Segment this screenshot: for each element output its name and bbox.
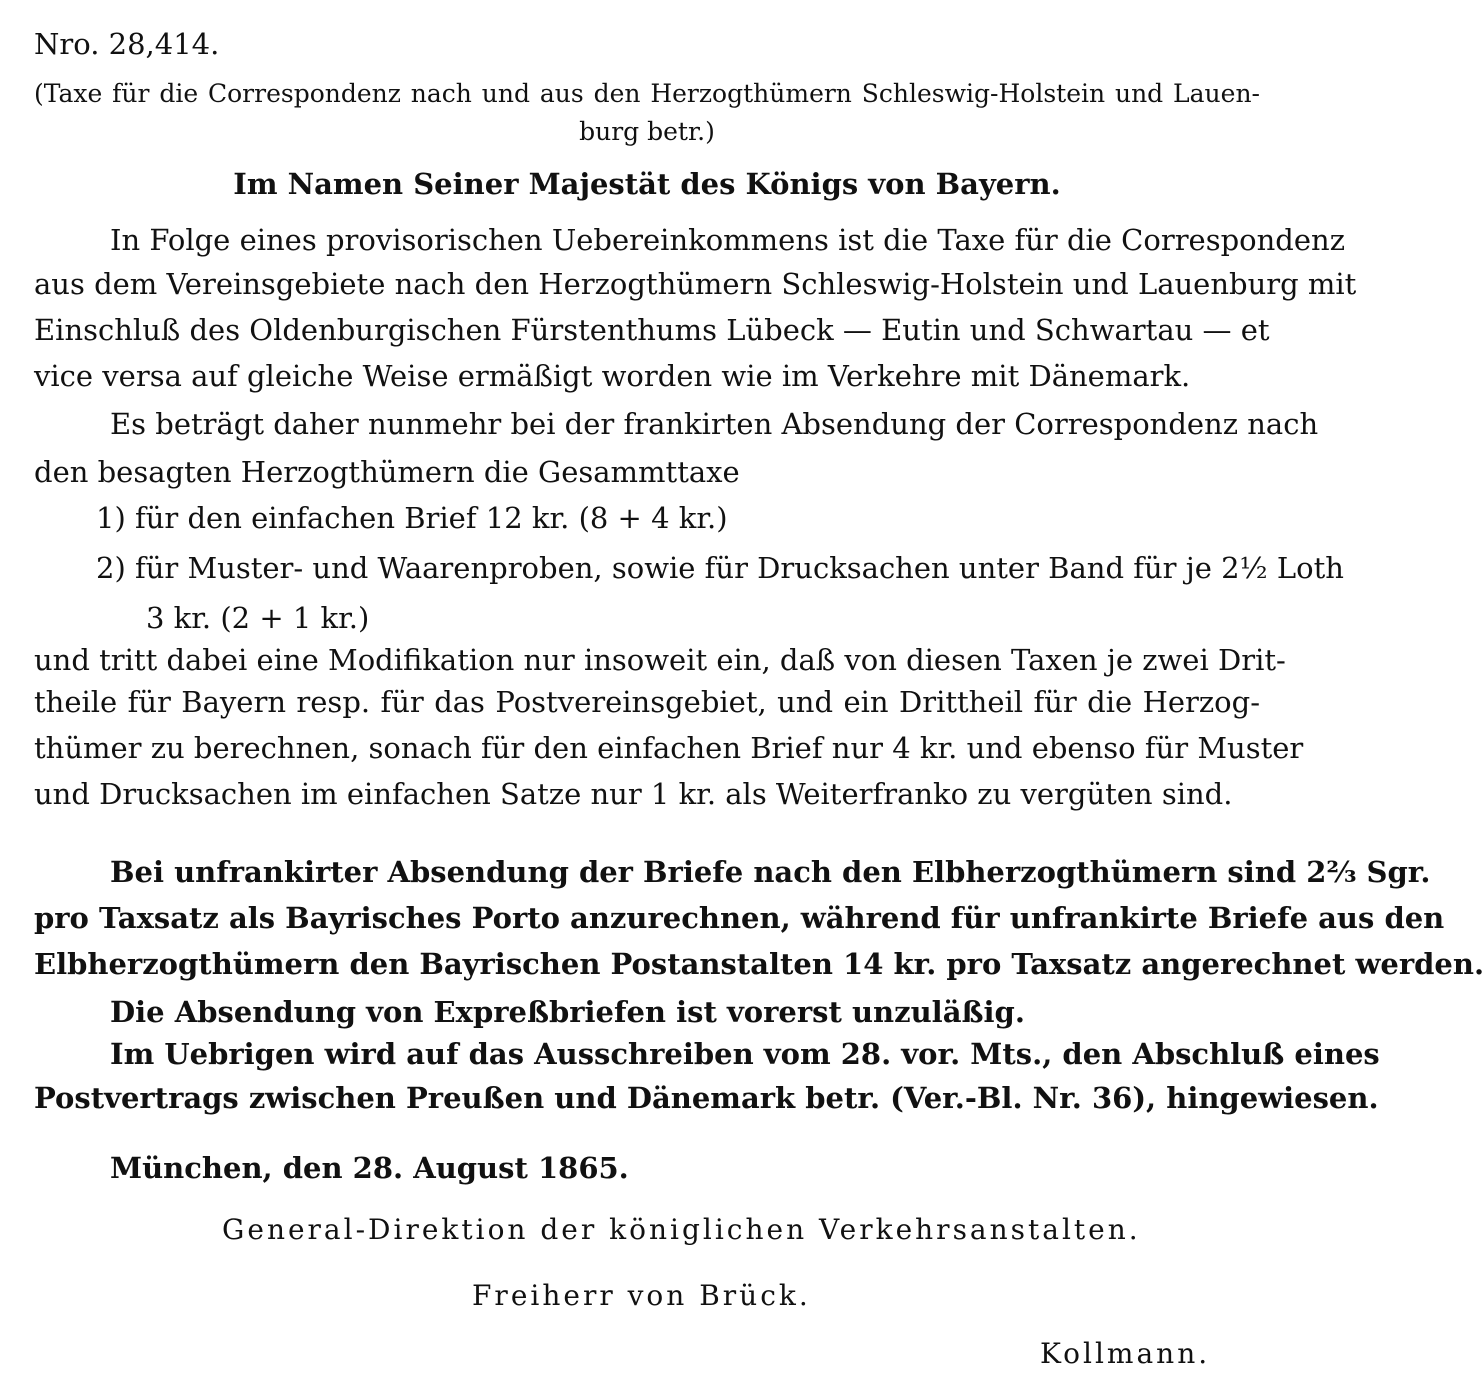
para3-line: thümer zu berechnen, sonach für den einfachen Brief nur 4 kr. und ebenso für Muster — [34, 731, 1304, 765]
para1-line: vice versa auf gleiche Weise ermäßigt worden wie im Verkehre mit Dänemark. — [34, 359, 1191, 393]
document-number: Nro. 28,414. — [34, 27, 220, 61]
list-item: 2) für Muster- und Waarenproben, sowie für Drucksachen unter Band für je 2½ Loth — [96, 551, 1344, 585]
signatory-1: Freiherr von Brück. — [472, 1279, 811, 1312]
para6-line: Postvertrags zwischen Preußen und Dänemark betr. (Ver.-Bl. Nr. 36), hingewiesen. — [34, 1081, 1379, 1115]
para1-line: Einschluß des Oldenburgischen Fürstenthums Lübeck — Eutin und Schwartau — et — [34, 313, 1270, 347]
date-line: München, den 28. August 1865. — [110, 1151, 629, 1185]
signatory-2: Kollmann. — [1040, 1337, 1211, 1370]
subject-line-2: burg betr.) — [579, 117, 715, 146]
heading: Im Namen Seiner Majestät des Königs von Bayern. — [233, 167, 1061, 201]
para3-line: und Drucksachen im einfachen Satze nur 1 kr. als Weiterfranko zu vergüten sind. — [34, 777, 1233, 811]
para1-line: aus dem Vereinsgebiete nach den Herzogthümern Schleswig-Holstein und Lauenburg mit — [34, 267, 1357, 301]
list-item-continuation: 3 kr. (2 + 1 kr.) — [146, 601, 370, 635]
para4-line: Elbherzogthümern den Bayrischen Postanstalten 14 kr. pro Taxsatz angerechnet werden. — [34, 947, 1484, 981]
para1-line: In Folge eines provisorischen Uebereinkommens ist die Taxe für die Correspondenz — [110, 223, 1345, 257]
para5-line: Die Absendung von Expreßbriefen ist vorerst unzuläßig. — [110, 995, 1025, 1029]
para3-line: und tritt dabei eine Modifikation nur insoweit ein, daß von diesen Taxen je zwei Drit- — [34, 643, 1286, 677]
para4-line: Bei unfrankirter Absendung der Briefe nach den Elbherzogthümern sind 2⅔ Sgr. — [110, 855, 1431, 889]
para2-line: Es beträgt daher nunmehr bei der frankirten Absendung der Correspondenz nach — [110, 407, 1319, 441]
subject-line-1: (Taxe für die Correspondenz nach und aus den Herzogthümern Schleswig-Holstein und Lauen- — [34, 79, 1260, 108]
list-item: 1) für den einfachen Brief 12 kr. (8 + 4 kr.) — [96, 501, 728, 535]
para2-line: den besagten Herzogthümern die Gesammttaxe — [34, 455, 740, 489]
para3-line: theile für Bayern resp. für das Postvereinsgebiet, und ein Drittheil für die Herzog- — [34, 685, 1260, 719]
authority-line: General-Direktion der königlichen Verkehrsanstalten. — [222, 1213, 1141, 1246]
para6-line: Im Uebrigen wird auf das Ausschreiben vom 28. vor. Mts., den Abschluß eines — [110, 1037, 1380, 1071]
para4-line: pro Taxsatz als Bayrisches Porto anzurechnen, während für unfrankirte Briefe aus den — [34, 901, 1445, 935]
